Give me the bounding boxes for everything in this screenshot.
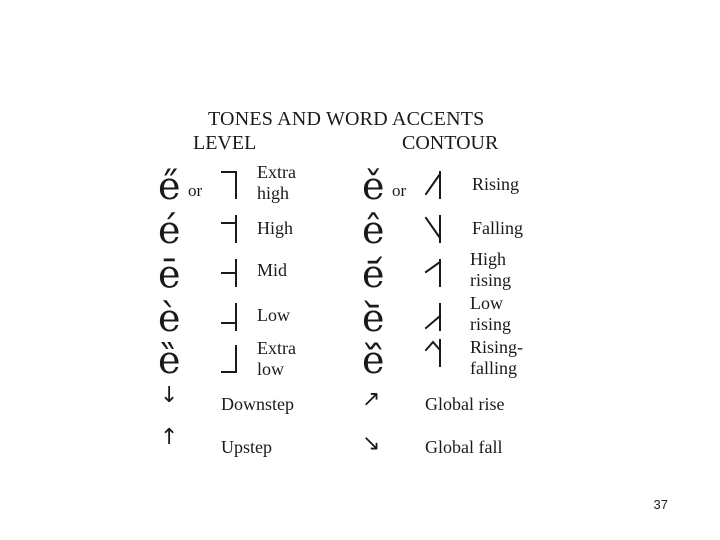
rising-falling-diacritic: e᷈ (362, 338, 385, 382)
upstep-arrow-icon: ↑ (160, 425, 179, 450)
tone-letter-mid-icon (220, 258, 240, 288)
tone-letter-high-icon (220, 214, 240, 244)
low-rising-label: Low rising (470, 293, 512, 334)
rising-diacritic: ě (362, 164, 385, 208)
global-fall-arrow-icon: ↘ (362, 431, 381, 456)
tone-letter-extra-low-icon (220, 344, 240, 374)
extra-high-label: Extra high (257, 162, 296, 203)
global-rise-label: Global rise (425, 394, 505, 414)
tone-letter-falling-icon (424, 214, 444, 244)
rising-falling-label: Rising-falling (470, 337, 524, 378)
tone-letter-low-icon (220, 302, 240, 332)
low-label: Low (257, 305, 290, 325)
tone-letter-high-rising-icon (424, 258, 444, 288)
upstep-label: Upstep (221, 437, 272, 457)
low-diacritic: è (158, 296, 181, 340)
high-label: High (257, 218, 293, 238)
extra-low-diacritic: ȅ (158, 338, 181, 382)
high-rising-diacritic: e᷄ (362, 252, 385, 296)
or-text: or (188, 181, 203, 200)
extra-low-label: Extra low (257, 338, 296, 379)
rising-label: Rising (472, 174, 520, 194)
global-fall-label: Global fall (425, 437, 503, 457)
level-header: LEVEL (193, 132, 257, 154)
tone-letter-rising-falling-icon (424, 338, 444, 368)
extra-high-diacritic: e̋ (158, 164, 181, 208)
high-rising-label: High rising (470, 249, 512, 290)
downstep-label: Downstep (221, 394, 294, 414)
global-rise-arrow-icon: ↗ (362, 387, 381, 412)
contour-header: CONTOUR (402, 132, 499, 154)
falling-label: Falling (472, 218, 524, 238)
tone-letter-rising-icon (424, 170, 444, 200)
low-rising-diacritic: e᷅ (362, 296, 385, 340)
downstep-arrow-icon: ↓ (160, 383, 179, 408)
or-text: or (392, 181, 407, 200)
chart-title: TONES AND WORD ACCENTS (208, 108, 485, 130)
tone-letter-low-rising-icon (424, 302, 444, 332)
mid-diacritic: ē (158, 252, 181, 296)
page-number: 37 (653, 497, 668, 512)
mid-label: Mid (257, 260, 288, 280)
high-diacritic: é (158, 208, 181, 252)
tone-letter-extra-high-icon (220, 170, 240, 200)
falling-diacritic: ê (362, 208, 385, 252)
